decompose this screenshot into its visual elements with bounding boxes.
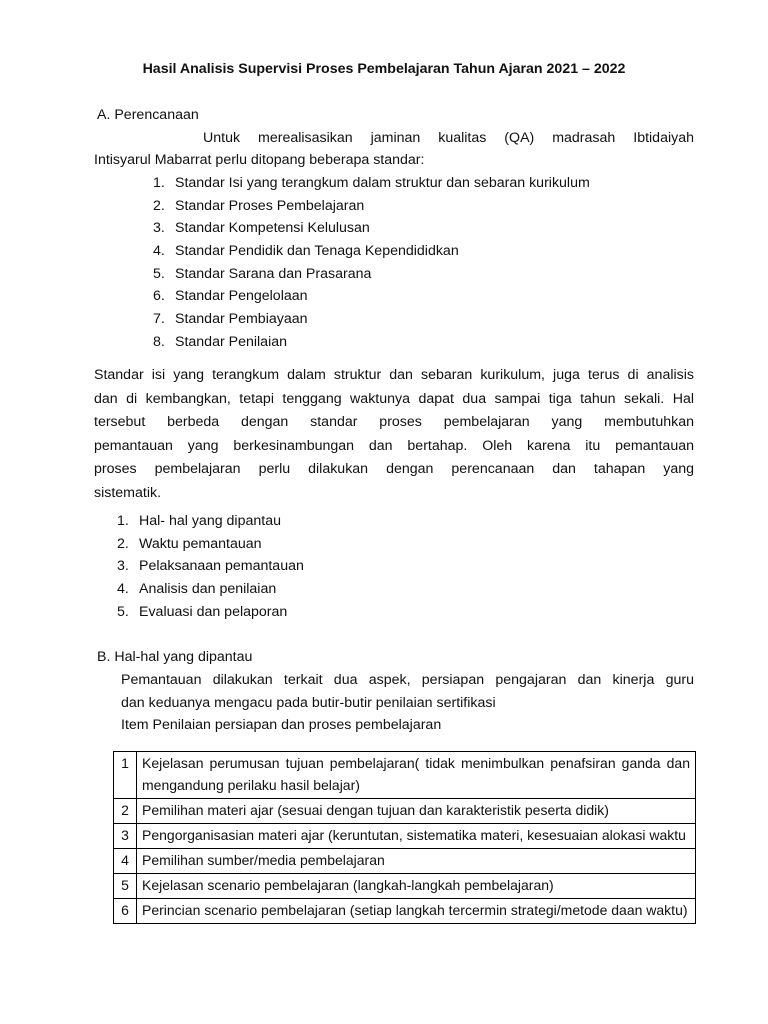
list-item: 2. Waktu pemantauan [117, 535, 262, 552]
list-item: 7. Standar Pembiayaan [153, 311, 308, 328]
list-item: 1. Hal- hal yang dipantau [117, 513, 281, 529]
section-a-intro-line2: Intisyarul Mabarrat perlu ditopang beberapa standar: [94, 152, 425, 168]
paragraph-line: tersebut berbeda dengan standar proses pembelajaran yang membutuhkan [94, 414, 694, 430]
list-item: 2. Standar Proses Pembelajaran [153, 197, 365, 214]
document-title: Hasil Analisis Supervisi Proses Pembelajaran Tahun Ajaran 2021 – 2022 [142, 61, 626, 77]
section-a-intro-line1: Untuk merealisasikan jaminan kualitas (QA) madrasah Ibtidaiyah [203, 130, 694, 146]
table-row [114, 899, 696, 924]
list-item: 1. Standar Isi yang terangkum dalam struktur dan sebaran kurikulum [153, 175, 590, 191]
table-cell-number: 4 [114, 849, 137, 874]
paragraph-line: proses pembelajaran perlu dilakukan dengan perencanaan dan tahapan yang [94, 461, 694, 477]
section-a-heading: A. Perencanaan [97, 107, 199, 123]
assessment-items-table [113, 751, 696, 924]
section-b-heading: B. Hal-hal yang dipantau [97, 649, 253, 665]
table-row [114, 752, 696, 799]
table-cell-text: Pemilihan materi ajar (sesuai dengan tujuan dan karakteristik peserta didik) [137, 799, 696, 824]
table-row [114, 874, 696, 899]
table-cell-text: Perincian scenario pembelajaran (setiap langkah tercermin strategi/metode daan waktu) [137, 899, 696, 924]
table-cell-number: 6 [114, 899, 137, 924]
list-item: 4. Analisis dan penilaian [117, 581, 277, 598]
section-b-line3: Item Penilaian persiapan dan proses pembelajaran [121, 717, 442, 733]
table-cell-number: 2 [114, 799, 137, 824]
table-cell-text: Pengorganisasian materi ajar (keruntutan, sistematika materi, kesesuaian alokasi waktu [137, 824, 696, 849]
table-row [114, 799, 696, 824]
list-item: 5. Evaluasi dan pelaporan [117, 603, 288, 620]
list-item: 8. Standar Penilaian [153, 333, 288, 350]
paragraph-line: Standar isi yang terangkum dalam struktur dan sebaran kurikulum, juga terus di analisis [94, 367, 694, 383]
standards-list [153, 172, 693, 354]
list-item: 3. Pelaksanaan pemantauan [117, 558, 304, 575]
table-cell-number: 1 [114, 752, 137, 799]
table-cell-text: Kejelasan scenario pembelajaran (langkah-langkah pembelajaran) [137, 874, 696, 899]
table-cell-number: 5 [114, 874, 137, 899]
paragraph-line: pemantauan yang berkesinambungan dan bertahap. Oleh karena itu pemantauan [94, 437, 694, 454]
list-item: 6. Standar Pengelolaan [153, 288, 308, 305]
table-row [114, 824, 696, 849]
table-cell-text: Pemilihan sumber/media pembelajaran [137, 849, 696, 874]
steps-list [117, 510, 517, 623]
section-a-paragraph [94, 364, 694, 505]
list-item: 4. Standar Pendidik dan Tenaga Kependididkan [153, 243, 459, 260]
section-b-line2: dan keduanya mengacu pada butir-butir penilaian sertifikasi [121, 695, 496, 711]
paragraph-line: dan di kembangkan, tetapi tenggang waktunya dapat dua sampai tiga tahun sekali. Hal [94, 390, 694, 407]
list-item: 3. Standar Kompetensi Kelulusan [153, 220, 370, 237]
table-cell-number: 3 [114, 824, 137, 849]
table-cell-text: Kejelasan perumusan tujuan pembelajaran( tidak menimbulkan penafsiran ganda dan mengandung perilaku hasil belajar) [137, 752, 696, 799]
paragraph-line: sistematik. [94, 484, 162, 501]
list-item: 5. Standar Sarana dan Prasarana [153, 265, 372, 282]
section-b-line1: Pemantauan dilakukan terkait dua aspek, persiapan pengajaran dan kinerja guru [121, 672, 694, 688]
table-row [114, 849, 696, 874]
